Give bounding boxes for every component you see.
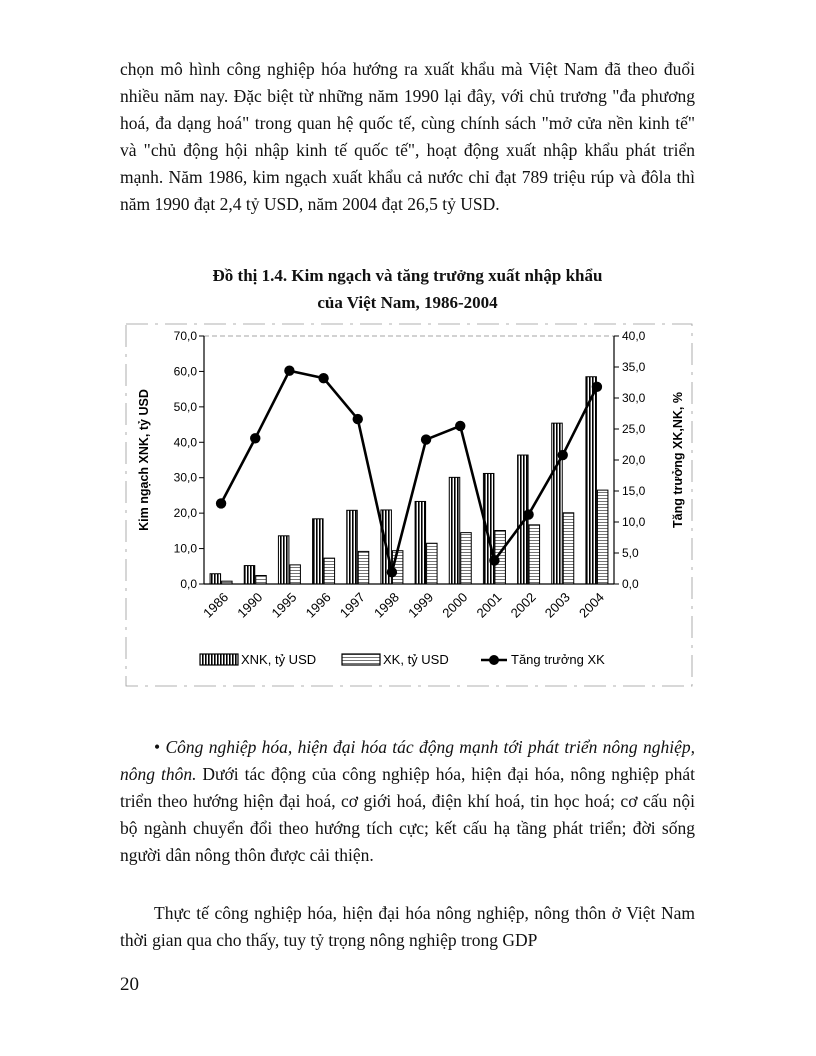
right-tick-label: 0,0 (622, 577, 639, 591)
bar-xk (563, 513, 574, 584)
chart-line (216, 366, 602, 578)
bar-xk (358, 551, 369, 584)
x-tick-label: 1998 (370, 589, 403, 621)
legend-label-growth: Tăng trưởng XK (511, 652, 605, 667)
right-tick-label: 10,0 (622, 515, 646, 529)
chart-legend (200, 652, 605, 667)
left-tick-label: 70,0 (173, 329, 197, 343)
x-tick-label: 2003 (541, 589, 573, 621)
x-tick-label: 1990 (234, 589, 266, 621)
right-axis-title: Tăng trưởng XK,NK, % (671, 392, 685, 528)
bar-xk (461, 533, 472, 584)
growth-point (216, 498, 226, 508)
body-paragraph-2-text: Dưới tác động của công nghiệp hóa, hiện đại hóa, nông nghiệp phát triển theo hướng hiện đại hoá, cơ giới hoá, điện khí hoá, tin học hoá; cơ cấu nội bộ ngành chuyển đổi theo hướng tích cực; kết cấu hạ tầng phát triển; đời sống người dân nông thôn được cải thiện. (120, 764, 696, 865)
growth-point (455, 421, 465, 431)
growth-point (489, 555, 499, 565)
x-tick-label: 2001 (473, 589, 505, 621)
bar-xnk (415, 501, 426, 584)
bar-xnk (552, 423, 563, 584)
left-tick-label: 20,0 (173, 506, 197, 521)
bar-xk (529, 525, 540, 584)
bar-xnk (347, 510, 358, 584)
bar-xnk (483, 473, 494, 584)
right-tick-label: 15,0 (622, 484, 646, 498)
x-tick-label: 1986 (200, 589, 232, 621)
trade-chart (118, 318, 698, 690)
growth-point (318, 373, 328, 383)
legend-swatch-xnk (200, 654, 238, 665)
right-tick-label: 20,0 (622, 453, 646, 467)
x-tick-label: 2004 (575, 589, 608, 621)
bar-xk (324, 558, 335, 584)
right-tick-label: 5,0 (622, 546, 639, 560)
growth-line (221, 371, 597, 572)
growth-point (387, 567, 397, 577)
legend-label-xk: XK, tỷ USD (383, 652, 449, 667)
bullet: • (154, 737, 161, 757)
bar-xk (427, 543, 438, 584)
bar-xk (597, 490, 608, 584)
body-paragraph-3: Thực tế công nghiệp hóa, hiện đại hóa nông nghiệp, nông thôn ở Việt Nam thời gian qua cho thấy, tuy tỷ trọng nông nghiệp trong GDP (120, 903, 695, 950)
right-tick-label: 30,0 (622, 391, 646, 405)
left-tick-label: 50,0 (173, 399, 197, 414)
growth-point (523, 509, 533, 519)
bullet-heading: Công nghiệp hóa, hiện đại hóa tác động mạnh tới phát triển nông nghiệp, nông thôn. (120, 737, 696, 784)
body-paragraph-2 (120, 734, 695, 869)
bar-xk (256, 575, 267, 584)
figure-title (120, 262, 695, 316)
x-tick-label: 1995 (268, 589, 300, 621)
growth-point (353, 414, 363, 424)
bar-xnk (210, 574, 221, 584)
figure-title-line-1: Đồ thị 1.4. Kim ngạch và tăng trưởng xuất nhập khẩu (212, 266, 603, 285)
left-tick-label: 40,0 (173, 435, 197, 450)
left-axis-title: Kim ngạch XNK, tỷ USD (137, 389, 151, 531)
right-tick-label: 35,0 (622, 360, 646, 374)
legend-swatch-xk (342, 654, 380, 665)
growth-point (592, 382, 602, 392)
left-tick-label: 10,0 (173, 541, 197, 556)
right-tick-label: 25,0 (622, 422, 646, 436)
growth-point (284, 366, 294, 376)
legend-label-xnk: XNK, tỷ USD (241, 652, 317, 667)
x-tick-label: 1997 (336, 589, 368, 621)
x-tick-label: 2002 (507, 589, 539, 621)
right-tick-label: 40,0 (622, 329, 646, 343)
bar-xnk (313, 519, 324, 584)
bar-xnk (244, 566, 255, 584)
growth-point (421, 434, 431, 444)
growth-point (558, 450, 568, 460)
page-number: 20 (120, 974, 139, 995)
legend-marker-growth (489, 655, 499, 665)
x-tick-label: 2000 (439, 589, 471, 621)
growth-point (250, 433, 260, 443)
bar-xnk (449, 477, 460, 584)
body-paragraph-1: chọn mô hình công nghiệp hóa hướng ra xuất khẩu mà Việt Nam đã theo đuổi nhiều năm nay. Đặc biệt từ những năm 1990 lại đây, với chủ trương "đa phương hoá, đa dạng hoá" trong quan hệ quốc tế, cùng chính sách "mở cửa nền kinh tế" và "chủ động hội nhập kinh tế quốc tế", hoạt động xuất nhập khẩu phát triển mạnh. Năm 1986, kim ngạch xuất khẩu cả nước chỉ đạt 789 triệu rúp và đôla thì năm 1990 đạt 2,4 tỷ USD, năm 2004 đạt 26,5 tỷ USD. (120, 59, 695, 214)
bar-xnk (278, 536, 289, 584)
x-tick-label: 1999 (405, 589, 437, 621)
left-tick-label: 60,0 (173, 364, 197, 379)
figure-title-line-2: của Việt Nam, 1986-2004 (317, 293, 498, 312)
left-tick-label: 0,0 (180, 577, 197, 591)
left-tick-label: 30,0 (173, 470, 197, 485)
bar-xk (290, 565, 301, 584)
x-tick-label: 1996 (302, 589, 334, 621)
